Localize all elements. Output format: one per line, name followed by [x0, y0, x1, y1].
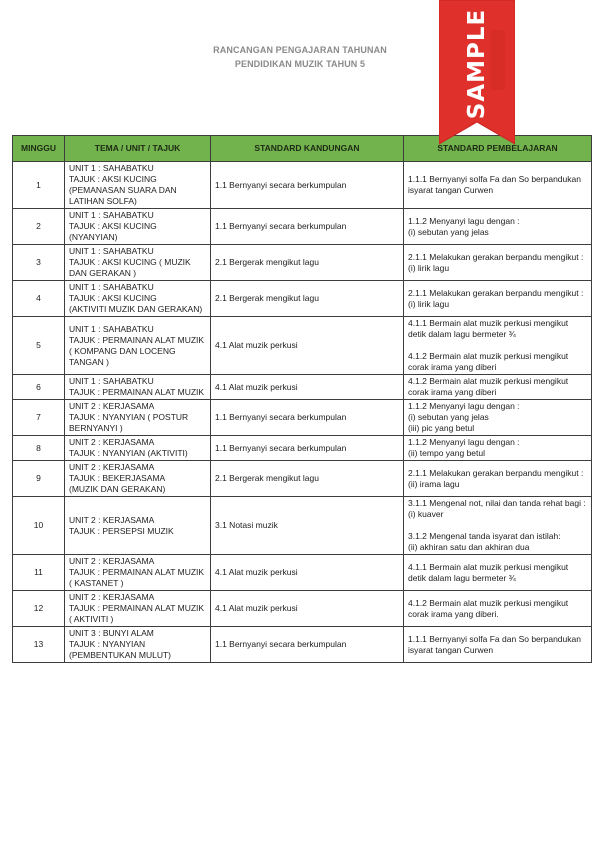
- table-row: [13, 317, 592, 375]
- content-standard-cell: 2.1 Bergerak mengikut lagu: [211, 461, 404, 497]
- table-row: [13, 281, 592, 317]
- title-line-1: RANCANGAN PENGAJARAN TAHUNAN: [213, 45, 387, 55]
- theme-cell: UNIT 1 : SAHABATKU TAJUK : AKSI KUCING (NYANYIAN): [65, 209, 211, 245]
- annual-plan-table: [12, 135, 592, 663]
- week-cell: 2: [13, 209, 65, 245]
- learning-standard-cell: 4.1.1 Bermain alat muzik perkusi mengikut detik dalam lagu bermeter ¾: [404, 555, 592, 591]
- learning-standard-cell: 1.1.2 Menyanyi lagu dengan : (ii) tempo yang betul: [404, 436, 592, 461]
- learning-standard-cell: 1.1.1 Bernyanyi solfa Fa dan So berpandukan isyarat tangan Curwen: [404, 627, 592, 663]
- theme-cell: UNIT 1 : SAHABATKU TAJUK : AKSI KUCING ( MUZIK DAN GERAKAN ): [65, 245, 211, 281]
- theme-cell: UNIT 2 : KERJASAMA TAJUK : BEKERJASAMA (MUZIK DAN GERAKAN): [65, 461, 211, 497]
- theme-cell: UNIT 2 : KERJASAMA TAJUK : PERMAINAN ALAT MUZIK ( AKTIVITI ): [65, 591, 211, 627]
- learning-standard-cell: 4.1.2 Bermain alat muzik perkusi mengikut corak irama yang diberi: [404, 375, 592, 400]
- content-standard-cell: 3.1 Notasi muzik: [211, 497, 404, 555]
- sample-watermark: [439, 0, 515, 154]
- header-standard-pembelajaran: STANDARD PEMBELAJARAN: [404, 136, 592, 162]
- week-cell: 7: [13, 400, 65, 436]
- content-standard-cell: 1.1 Bernyanyi secara berkumpulan: [211, 627, 404, 663]
- theme-cell: UNIT 1 : SAHABATKU TAJUK : PERMAINAN ALAT MUZIK ( KOMPANG DAN LOCENG TANGAN ): [65, 317, 211, 375]
- table-row: [13, 497, 592, 555]
- week-cell: 3: [13, 245, 65, 281]
- learning-standard-cell: 4.1.2 Bermain alat muzik perkusi mengikut corak irama yang diberi.: [404, 591, 592, 627]
- week-cell: 8: [13, 436, 65, 461]
- table-body: [13, 162, 592, 663]
- learning-standard-cell: 1.1.2 Menyanyi lagu dengan : (i) sebutan yang jelas: [404, 209, 592, 245]
- content-standard-cell: 2.1 Bergerak mengikut lagu: [211, 281, 404, 317]
- learning-standard-cell: 2.1.1 Melakukan gerakan berpandu mengikut : (i) lirik lagu: [404, 281, 592, 317]
- theme-cell: UNIT 2 : KERJASAMA TAJUK : PERSEPSI MUZIK: [65, 497, 211, 555]
- table-row: [13, 555, 592, 591]
- content-standard-cell: 1.1 Bernyanyi secara berkumpulan: [211, 436, 404, 461]
- title-line-2: PENDIDIKAN MUZIK TAHUN 5: [234, 59, 366, 69]
- content-standard-cell: 1.1 Bernyanyi secara berkumpulan: [211, 162, 404, 209]
- theme-cell: UNIT 2 : KERJASAMA TAJUK : NYANYIAN ( POSTUR BERNYANYI ): [65, 400, 211, 436]
- content-standard-cell: 4.1 Alat muzik perkusi: [211, 317, 404, 375]
- watermark-text: SAMPLE: [464, 8, 490, 120]
- content-standard-cell: 4.1 Alat muzik perkusi: [211, 375, 404, 400]
- table-row: [13, 375, 592, 400]
- header-minggu: MINGGU: [13, 136, 65, 162]
- learning-standard-cell: 4.1.1 Bermain alat muzik perkusi mengikut detik dalam lagu bermeter ¾ 4.1.2 Bermain alat muzik perkusi mengikut corak irama yang diberi: [404, 317, 592, 375]
- theme-cell: UNIT 1 : SAHABATKU TAJUK : PERMAINAN ALAT MUZIK: [65, 375, 211, 400]
- table-row: [13, 400, 592, 436]
- content-standard-cell: 1.1 Bernyanyi secara berkumpulan: [211, 400, 404, 436]
- week-cell: 13: [13, 627, 65, 663]
- week-cell: 4: [13, 281, 65, 317]
- week-cell: 5: [13, 317, 65, 375]
- table-row: [13, 436, 592, 461]
- table-row: [13, 461, 592, 497]
- table-row: [13, 162, 592, 209]
- header-tema: TEMA / UNIT / TAJUK: [65, 136, 211, 162]
- week-cell: 1: [13, 162, 65, 209]
- table-row: [13, 627, 592, 663]
- header-standard-kandungan: STANDARD KANDUNGAN: [211, 136, 404, 162]
- week-cell: 11: [13, 555, 65, 591]
- table-row: [13, 591, 592, 627]
- content-standard-cell: 1.1 Bernyanyi secara berkumpulan: [211, 209, 404, 245]
- learning-standard-cell: 3.1.1 Mengenal not, nilai dan tanda rehat bagi : (i) kuaver 3.1.2 Mengenal tanda isyarat dan istilah: (ii) akhiran satu dan akhiran dua: [404, 497, 592, 555]
- theme-cell: UNIT 2 : KERJASAMA TAJUK : PERMAINAN ALAT MUZIK ( KASTANET ): [65, 555, 211, 591]
- theme-cell: UNIT 2 : KERJASAMA TAJUK : NYANYIAN (AKTIVITI): [65, 436, 211, 461]
- theme-cell: UNIT 3 : BUNYI ALAM TAJUK : NYANYIAN (PEMBENTUKAN MULUT): [65, 627, 211, 663]
- week-cell: 6: [13, 375, 65, 400]
- learning-standard-cell: 2.1.1 Melakukan gerakan berpandu mengikut : (ii) irama lagu: [404, 461, 592, 497]
- learning-standard-cell: 1.1.1 Bernyanyi solfa Fa dan So berpandukan isyarat tangan Curwen: [404, 162, 592, 209]
- week-cell: 9: [13, 461, 65, 497]
- theme-cell: UNIT 1 : SAHABATKU TAJUK : AKSI KUCING (PEMANASAN SUARA DAN LATIHAN SOLFA): [65, 162, 211, 209]
- week-cell: 10: [13, 497, 65, 555]
- table-row: [13, 245, 592, 281]
- content-standard-cell: 4.1 Alat muzik perkusi: [211, 591, 404, 627]
- content-standard-cell: 2.1 Bergerak mengikut lagu: [211, 245, 404, 281]
- content-standard-cell: 4.1 Alat muzik perkusi: [211, 555, 404, 591]
- table-row: [13, 209, 592, 245]
- learning-standard-cell: 2.1.1 Melakukan gerakan berpandu mengikut : (i) lirik lagu: [404, 245, 592, 281]
- learning-standard-cell: 1.1.2 Menyanyi lagu dengan : (i) sebutan yang jelas (iii) pic yang betul: [404, 400, 592, 436]
- week-cell: 12: [13, 591, 65, 627]
- theme-cell: UNIT 1 : SAHABATKU TAJUK : AKSI KUCING (AKTIVITI MUZIK DAN GERAKAN): [65, 281, 211, 317]
